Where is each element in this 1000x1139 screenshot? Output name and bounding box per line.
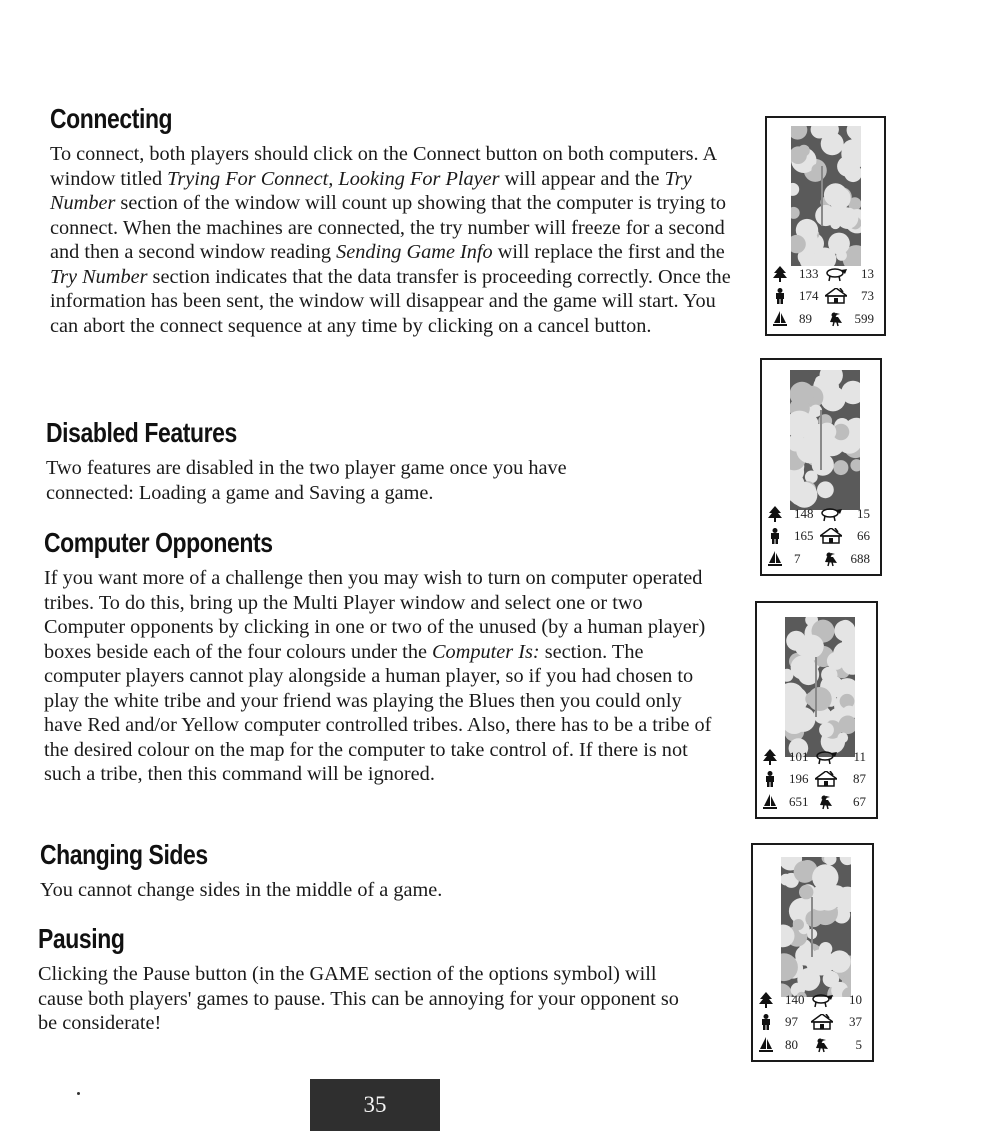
bird-icon [825,311,847,327]
stats-table [773,263,878,331]
stats-table [759,989,866,1057]
stat-value: 599 [854,310,874,326]
person-icon [773,288,787,304]
sailboat-icon [763,794,777,810]
stats-row [768,548,874,571]
heading-changing-sides: Changing Sides [40,839,208,870]
game-panel [765,116,886,336]
game-panel [755,601,878,819]
paragraph-changing-sides [40,878,730,903]
stat-value: 97 [785,1014,798,1029]
stat-value: 165 [794,528,814,543]
sailboat-icon [773,311,787,327]
stats-row [773,285,878,308]
house-icon [811,1014,833,1030]
sailboat-icon [768,551,782,567]
stat-value: 15 [857,505,870,521]
speck [77,1092,80,1095]
game-panel [751,843,874,1062]
stat-value: 37 [849,1014,862,1029]
sheep-icon [820,506,842,522]
stat-value: 89 [799,310,812,326]
italic-term: Computer Is: [432,640,540,663]
sheep-icon [815,749,837,765]
italic-term: Try Number [50,265,148,288]
stats-table [763,746,870,814]
minimap-image [781,857,851,997]
sailboat-icon [759,1037,773,1053]
house-icon [820,528,842,544]
text-run: You cannot change sides in the middle of a game. [40,879,443,901]
tree-icon [773,266,787,282]
stat-value: 196 [789,771,809,786]
italic-term: Sending Game Info [336,241,493,263]
text-run: To connect, both players should click on the Connect button on both computers. A window titled [50,143,717,190]
stat-value: 66 [857,528,870,543]
person-icon [763,771,777,787]
section-pausing [38,922,728,1036]
person-icon [768,528,782,544]
stat-value: 5 [855,1036,862,1052]
minimap-image [790,370,860,510]
person-icon [759,1014,773,1030]
game-panel [760,358,882,576]
stats-row [763,746,870,769]
heading-disabled-features: Disabled Features [46,417,237,448]
text-run: Two features are disabled in the two player game once you have connected: Loading a game and Saving a game. [46,457,567,504]
paragraph-disabled-features [46,456,646,505]
stat-value: 148 [794,505,814,521]
tree-icon [759,992,773,1008]
section-computer-opponents [44,526,734,787]
stat-value: 7 [794,550,801,566]
heading-connecting: Connecting [50,103,173,134]
tree-icon [763,749,777,765]
stats-row [773,263,878,286]
italic-term: Try Number [50,167,692,214]
stat-value: 133 [799,265,819,281]
house-icon [815,771,837,787]
text-run: will replace the first and the [492,241,725,263]
stat-value: 11 [853,748,866,764]
stat-value: 67 [853,793,866,809]
text-run: will appear and the [499,167,665,190]
house-icon [825,288,847,304]
stat-value: 10 [849,991,862,1007]
text-run: If you want more of a challenge then you may wish to turn on computer operated tribes. To do this, bring up the Multi Player window and select one or two Computer opponents by clicking in one or two of the unused (by a human player) boxes beside each of the four colours under the [44,567,706,663]
stat-value: 87 [853,771,866,786]
sheep-icon [811,992,833,1008]
stats-row [763,791,870,814]
stats-row [763,768,870,791]
text-run: section of the window will count up showing that the computer is trying to connect. When the machines are connected, the try number will freeze for a second and then a second window reading [50,192,726,263]
paragraph-connecting [50,142,740,338]
stat-value: 688 [850,550,870,566]
section-connecting [50,102,740,338]
sheep-icon [825,266,847,282]
stats-row [768,503,874,526]
page-number: 35 [310,1079,440,1131]
stat-value: 651 [789,793,809,809]
stat-value: 174 [799,288,819,303]
bird-icon [820,551,842,567]
section-changing-sides [40,838,730,903]
stat-value: 13 [861,265,874,281]
text-run: Clicking the Pause button (in the GAME section of the options symbol) will cause both players' games to pause. This can be annoying for your opponent so be considerate! [38,963,679,1034]
stat-value: 73 [861,288,874,303]
stat-value: 80 [785,1036,798,1052]
heading-pausing: Pausing [38,923,125,954]
paragraph-pausing [38,962,703,1036]
stat-value: 140 [785,991,805,1007]
text-run: section indicates that the data transfer is proceeding correctly. Once the information has been sent, the window will disappear and the game will start. You can abort the connect sequence at any time by clicking on a cancel button. [50,265,731,337]
stats-row [759,989,866,1012]
minimap-image [785,617,855,757]
bird-icon [811,1037,833,1053]
heading-computer-opponents: Computer Opponents [44,527,273,558]
stats-row [773,308,878,331]
stats-row [759,1011,866,1034]
section-disabled-features [46,416,736,505]
stats-row [768,525,874,548]
bird-icon [815,794,837,810]
text-run: section. The computer players cannot play alongside a human player, so if you had chosen to play the white tribe and your friend was playing the Blues then you could only have Red and/or Yellow computer controlled tribes. Also, there has to be a tribe of the desired colour on the map for the computer to take control of. If there is not such a tribe, then this command will be ignored. [44,640,712,785]
stat-value: 101 [789,748,809,764]
italic-term: Trying For Connect, Looking For Player [167,167,500,190]
paragraph-computer-opponents [44,566,716,787]
stats-row [759,1034,866,1057]
tree-icon [768,506,782,522]
stats-table [768,503,874,571]
minimap-image [791,126,861,266]
